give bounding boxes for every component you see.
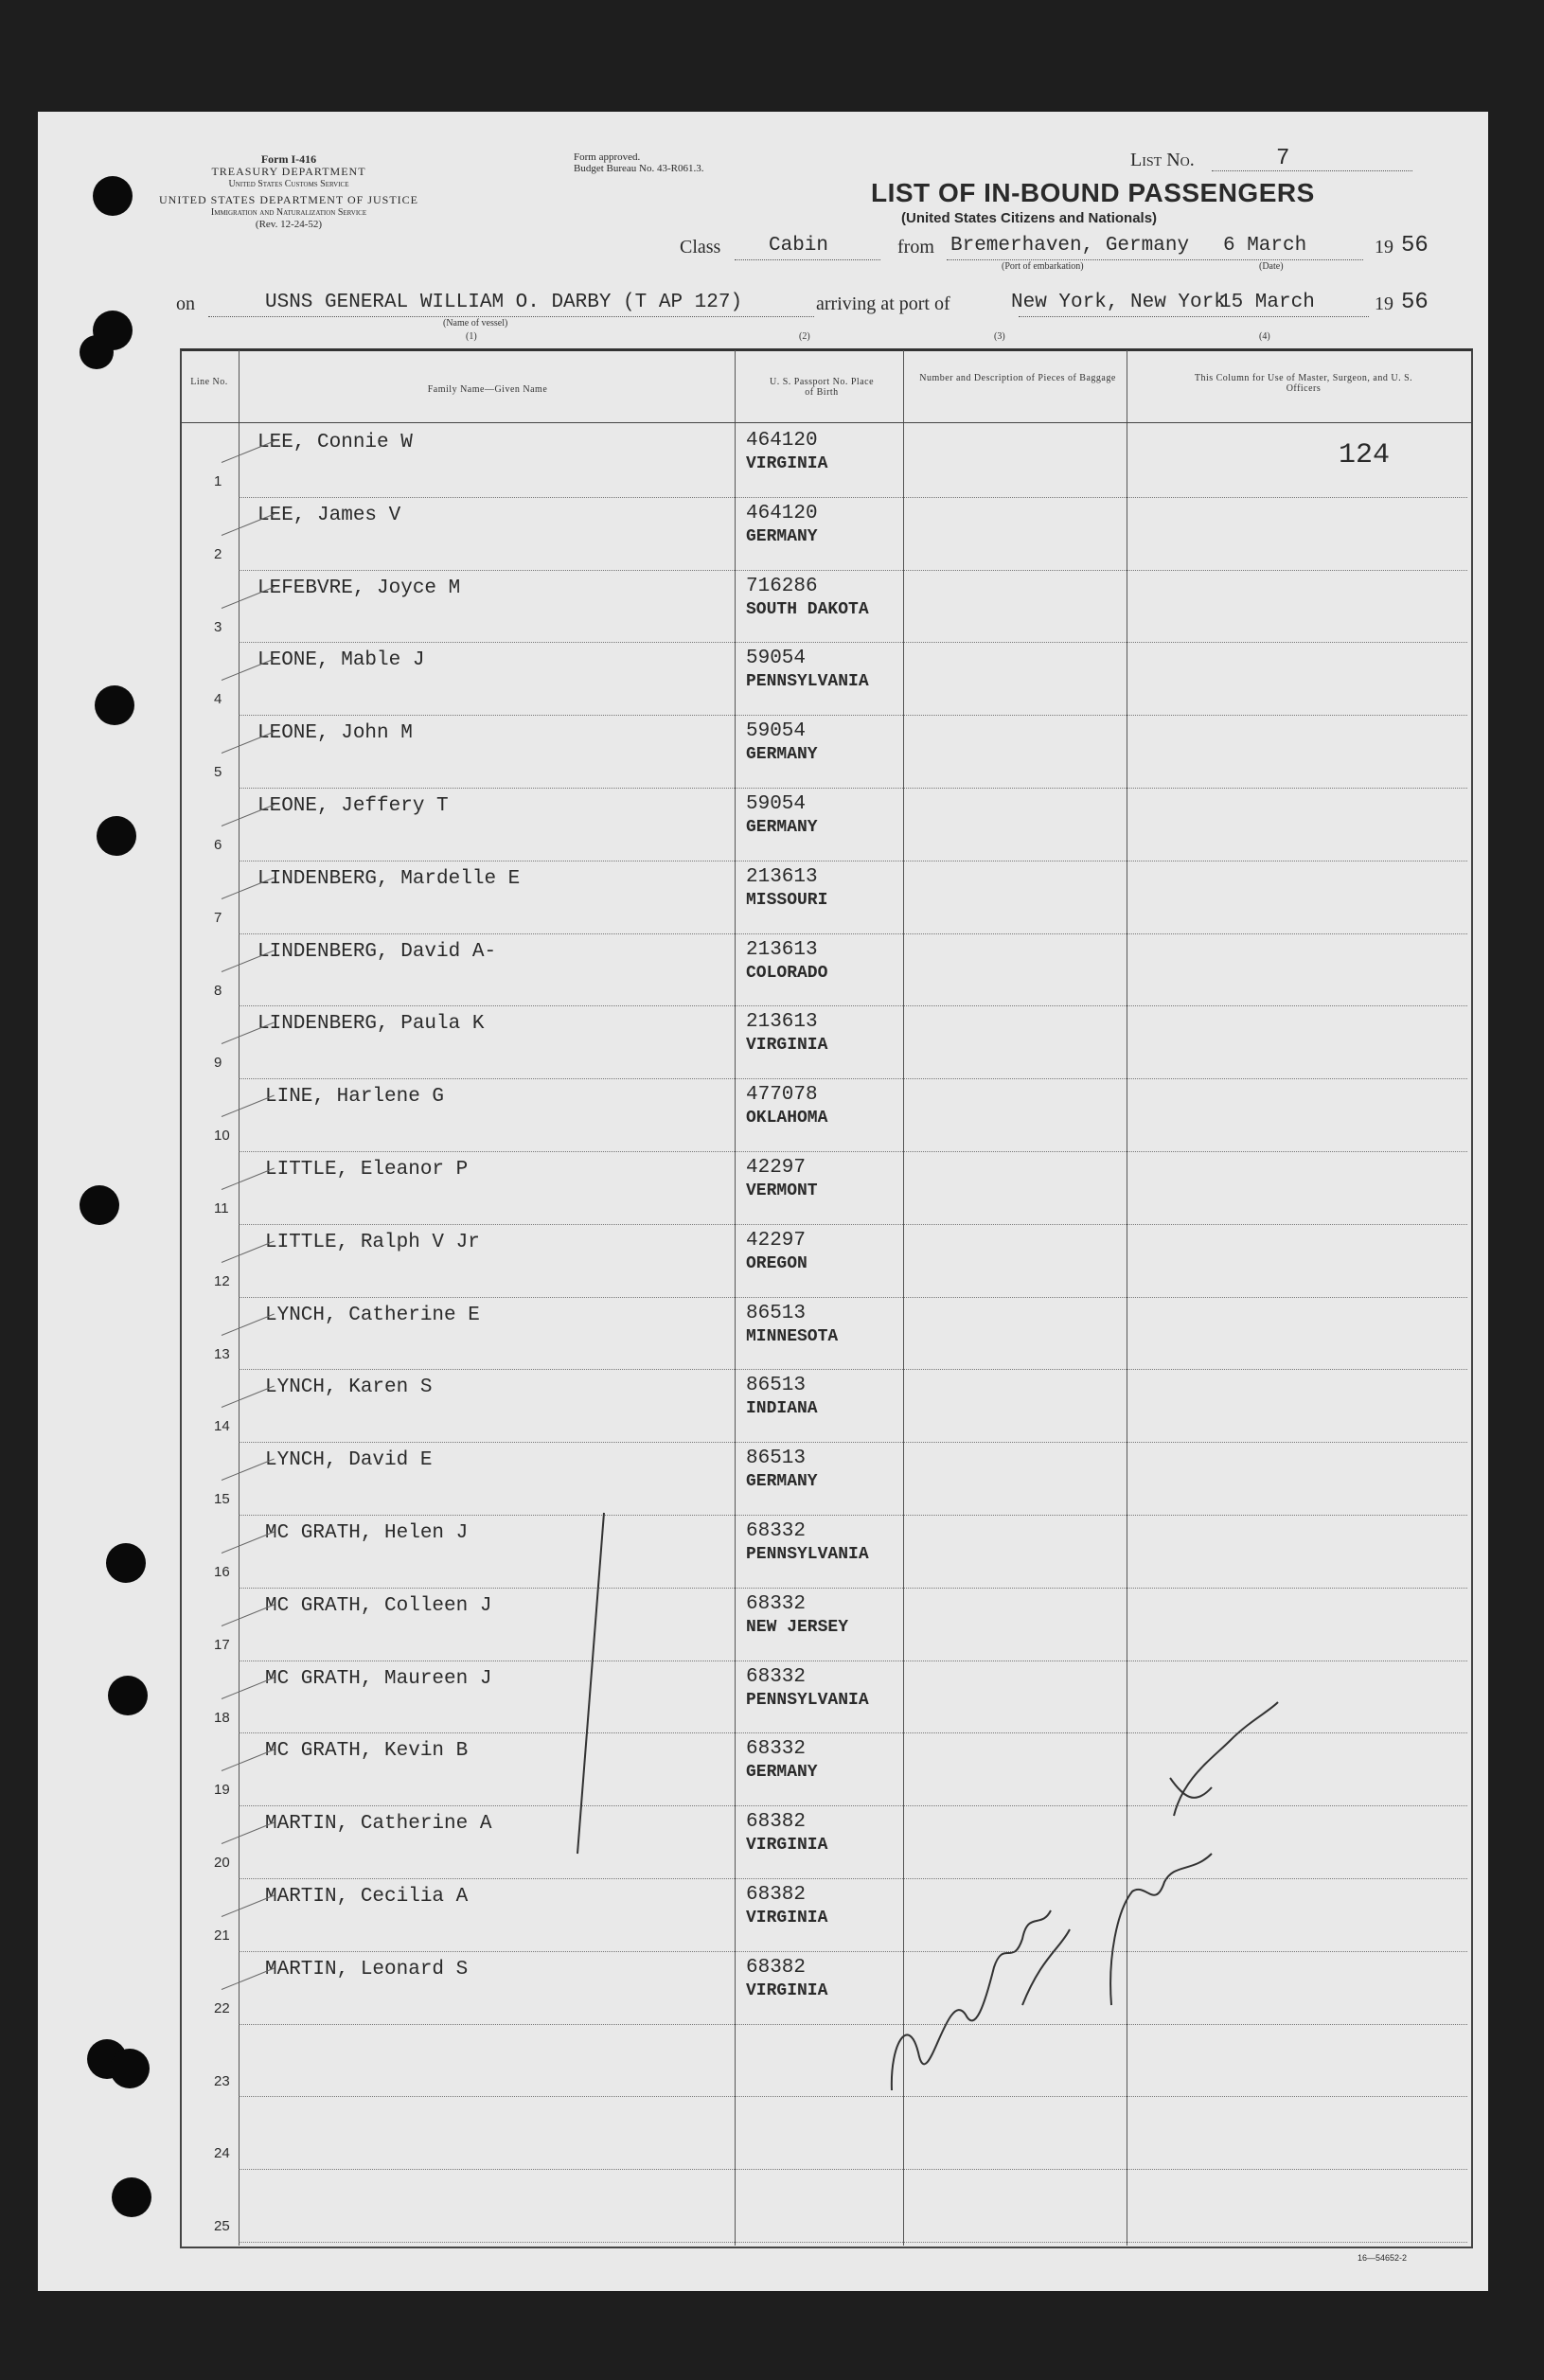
place-of-birth: VIRGINIA <box>746 454 828 473</box>
arrival-year-prefix: 19 <box>1375 293 1393 314</box>
place-of-birth: OREGON <box>746 1253 807 1273</box>
line-number: 23 <box>214 2072 230 2089</box>
place-of-birth: VIRGINIA <box>746 1836 828 1856</box>
table-row <box>180 1588 1469 1660</box>
place-of-birth: MISSOURI <box>746 890 828 910</box>
arrival-line <box>1019 316 1369 317</box>
line-number: 11 <box>214 1200 229 1217</box>
table-row <box>180 715 1469 787</box>
budget-bureau: Budget Bureau No. 43-R061.3. <box>574 163 704 174</box>
ins-service: Immigration and Naturalization Service <box>210 207 367 218</box>
header-passport: U. S. Passport No. Place of Birth <box>769 377 875 398</box>
place-of-birth: SOUTH DAKOTA <box>746 599 869 619</box>
place-of-birth: GERMANY <box>746 1763 818 1783</box>
table-row <box>180 1732 1469 1804</box>
passport-number: 213613 <box>746 1011 818 1034</box>
from-year-prefix: 19 <box>1375 237 1393 258</box>
from-line <box>947 259 1363 260</box>
officer-note: 124 <box>1339 439 1391 471</box>
line-number: 16 <box>214 1564 230 1580</box>
form-approved: Form approved. <box>574 151 641 163</box>
line-number: 1 <box>214 473 222 489</box>
place-of-birth: INDIANA <box>746 1399 818 1419</box>
line-number: 6 <box>214 837 222 853</box>
passport-number: 213613 <box>746 938 818 961</box>
passenger-name: MC GRATH, Colleen J <box>265 1594 492 1617</box>
from-label: from <box>897 237 934 258</box>
header-baggage: Number and Description of Pieces of Baggage <box>919 373 1116 383</box>
binder-hole <box>93 176 133 216</box>
passenger-name: LEONE, John M <box>257 722 413 745</box>
table-row <box>180 1805 1469 1877</box>
line-number: 21 <box>214 1927 230 1944</box>
date-caption: (Date) <box>1259 261 1284 272</box>
passenger-name: LYNCH, Catherine E <box>265 1304 480 1326</box>
arriving-label: arriving at port of <box>816 293 950 314</box>
table-row <box>180 424 1469 496</box>
line-number: 12 <box>214 1272 230 1289</box>
col-index-4: (4) <box>1259 331 1270 342</box>
header-officers: This Column for Use of Master, Surgeon, and U. S. Officers <box>1194 373 1413 394</box>
passport-number: 68332 <box>746 1520 807 1542</box>
line-number: 17 <box>214 1636 230 1653</box>
passenger-name: MC GRATH, Kevin B <box>265 1740 469 1763</box>
table-row <box>180 1878 1469 1950</box>
vessel-name: USNS GENERAL WILLIAM O. DARBY (T AP 127) <box>265 292 743 313</box>
passenger-name: MC GRATH, Helen J <box>265 1522 469 1544</box>
table-row <box>180 570 1469 642</box>
table-row <box>180 1151 1469 1223</box>
table-row <box>180 2169 1469 2241</box>
on-label: on <box>176 293 195 314</box>
passenger-name: LEONE, Mable J <box>257 649 425 672</box>
line-number: 3 <box>214 618 222 635</box>
line-number: 15 <box>214 1491 230 1508</box>
place-of-birth: NEW JERSEY <box>746 1617 849 1637</box>
table-row <box>180 1442 1469 1514</box>
class-label: Class <box>680 237 721 258</box>
passport-number: 68332 <box>746 1738 807 1761</box>
line-number: 19 <box>214 1782 230 1799</box>
binder-hole <box>95 685 134 725</box>
table-row <box>180 2024 1469 2096</box>
place-of-birth: COLORADO <box>746 963 828 983</box>
table-row <box>180 1297 1469 1369</box>
binder-hole <box>80 1185 119 1225</box>
header-line-no: Line No. <box>190 377 228 387</box>
form-number: Form I-416 <box>260 152 317 166</box>
list-no-label: List No. <box>1130 150 1195 170</box>
document-sheet <box>38 112 1488 2291</box>
line-number: 20 <box>214 1855 230 1872</box>
line-number: 22 <box>214 1999 230 2016</box>
line-number: 25 <box>214 2218 230 2235</box>
passport-number: 68382 <box>746 1884 807 1906</box>
passenger-name: LEFEBVRE, Joyce M <box>257 577 461 599</box>
table-row <box>180 642 1469 714</box>
passenger-name: LINE, Harlene G <box>265 1086 445 1109</box>
passenger-name: LYNCH, David E <box>265 1449 433 1472</box>
passport-number: 464120 <box>746 502 818 524</box>
passenger-name: LITTLE, Eleanor P <box>265 1159 469 1181</box>
passport-number: 86513 <box>746 1448 807 1470</box>
col-index-3: (3) <box>994 331 1005 342</box>
list-no-value: 7 <box>1276 146 1290 171</box>
passport-number: 464120 <box>746 430 818 452</box>
table-row <box>180 1369 1469 1441</box>
passenger-name: LITTLE, Ralph V Jr <box>265 1231 480 1253</box>
row-separator <box>239 2242 1467 2243</box>
passport-number: 68382 <box>746 1956 807 1979</box>
table-row <box>180 1078 1469 1150</box>
line-number: 10 <box>214 1128 230 1145</box>
line-number: 5 <box>214 764 222 781</box>
customs-service: United States Customs Service <box>228 179 349 189</box>
treasury-dept: TREASURY DEPARTMENT <box>211 165 366 178</box>
passenger-name: MARTIN, Cecilia A <box>265 1886 469 1908</box>
place-of-birth: OKLAHOMA <box>746 1109 828 1128</box>
arrival-port: New York, New York <box>1011 292 1226 313</box>
place-of-birth: VERMONT <box>746 1181 818 1200</box>
place-of-birth: GERMANY <box>746 818 818 837</box>
passport-number: 716286 <box>746 575 818 597</box>
passport-number: 213613 <box>746 865 818 888</box>
line-number: 18 <box>214 1709 230 1726</box>
table-row <box>180 497 1469 569</box>
place-of-birth: GERMANY <box>746 745 818 765</box>
table-row <box>180 1951 1469 2023</box>
line-number: 7 <box>214 909 222 926</box>
list-no-line <box>1212 170 1412 171</box>
place-of-birth: MINNESOTA <box>746 1326 839 1346</box>
passport-number: 86513 <box>746 1375 807 1397</box>
passenger-name: MARTIN, Catherine A <box>265 1813 492 1836</box>
table-row <box>180 1005 1469 1077</box>
passport-number: 68332 <box>746 1665 807 1688</box>
binder-hole <box>106 1543 146 1583</box>
form-approval <box>574 151 703 174</box>
passenger-name: MC GRATH, Maureen J <box>265 1667 492 1690</box>
line-number: 13 <box>214 1345 230 1362</box>
line-number: 9 <box>214 1055 222 1072</box>
from-port: Bremerhaven, Germany <box>950 235 1190 257</box>
table-row <box>180 788 1469 860</box>
table-row <box>180 1515 1469 1587</box>
arrival-date: 15 March <box>1219 292 1315 313</box>
place-of-birth: GERMANY <box>746 526 818 546</box>
header-name: Family Name—Given Name <box>427 384 548 395</box>
footer-code: 16—54652-2 <box>1358 2253 1408 2263</box>
binder-hole <box>97 816 136 856</box>
class-line <box>735 259 880 260</box>
passenger-name: LINDENBERG, Paula K <box>257 1013 485 1036</box>
table-row <box>180 861 1469 932</box>
form-identification <box>151 153 426 231</box>
passport-number: 68382 <box>746 1811 807 1834</box>
binder-hole <box>110 2049 150 2088</box>
place-of-birth: VIRGINIA <box>746 1036 828 1056</box>
passenger-name: LEE, James V <box>257 504 401 526</box>
place-of-birth: PENNSYLVANIA <box>746 1690 869 1710</box>
line-number: 4 <box>214 691 222 708</box>
class-value: Cabin <box>769 235 829 257</box>
line-number: 2 <box>214 545 222 562</box>
passport-number: 68332 <box>746 1592 807 1615</box>
binder-hole <box>108 1676 148 1715</box>
passenger-name: LEONE, Jeffery T <box>257 795 449 817</box>
page-title: LIST OF IN-BOUND PASSENGERS <box>871 178 1315 207</box>
passport-number: 42297 <box>746 1229 807 1252</box>
binder-hole <box>112 2177 151 2217</box>
header-rule <box>180 422 1471 423</box>
justice-dept: UNITED STATES DEPARTMENT OF JUSTICE <box>158 193 418 206</box>
line-number: 8 <box>214 982 222 999</box>
table-row <box>180 2096 1469 2168</box>
place-of-birth: PENNSYLVANIA <box>746 1545 869 1564</box>
passenger-name: LYNCH, Karen S <box>265 1376 433 1399</box>
from-date: 6 March <box>1223 235 1307 257</box>
line-number: 14 <box>214 1418 230 1435</box>
passport-number: 59054 <box>746 648 807 670</box>
passenger-name: LEE, Connie W <box>257 432 413 453</box>
passenger-name: MARTIN, Leonard S <box>265 1958 469 1980</box>
col-index-2: (2) <box>799 331 810 342</box>
passenger-name: LINDENBERG, David A- <box>257 940 497 963</box>
revision: (Rev. 12-24-52) <box>255 219 323 230</box>
place-of-birth: GERMANY <box>746 1472 818 1492</box>
passport-number: 86513 <box>746 1302 807 1324</box>
place-of-birth: PENNSYLVANIA <box>746 672 869 692</box>
vessel-caption: (Name of vessel) <box>443 318 508 329</box>
line-number: 24 <box>214 2145 230 2162</box>
passport-number: 477078 <box>746 1084 818 1107</box>
table-row <box>180 1661 1469 1732</box>
place-of-birth: VIRGINIA <box>746 1909 828 1927</box>
passport-number: 42297 <box>746 1157 807 1179</box>
passenger-name: LINDENBERG, Mardelle E <box>257 867 521 890</box>
vessel-line <box>208 316 814 317</box>
table-row <box>180 1224 1469 1296</box>
port-caption: (Port of embarkation) <box>1002 261 1084 272</box>
binder-hole <box>80 335 114 369</box>
arrival-year: 56 <box>1401 290 1429 315</box>
place-of-birth: VIRGINIA <box>746 1980 828 2000</box>
col-index-1: (1) <box>466 331 477 342</box>
passport-number: 59054 <box>746 720 807 743</box>
page-subtitle: (United States Citizens and Nationals) <box>901 210 1158 226</box>
table-row <box>180 933 1469 1005</box>
from-year: 56 <box>1401 233 1429 258</box>
passport-number: 59054 <box>746 793 807 815</box>
